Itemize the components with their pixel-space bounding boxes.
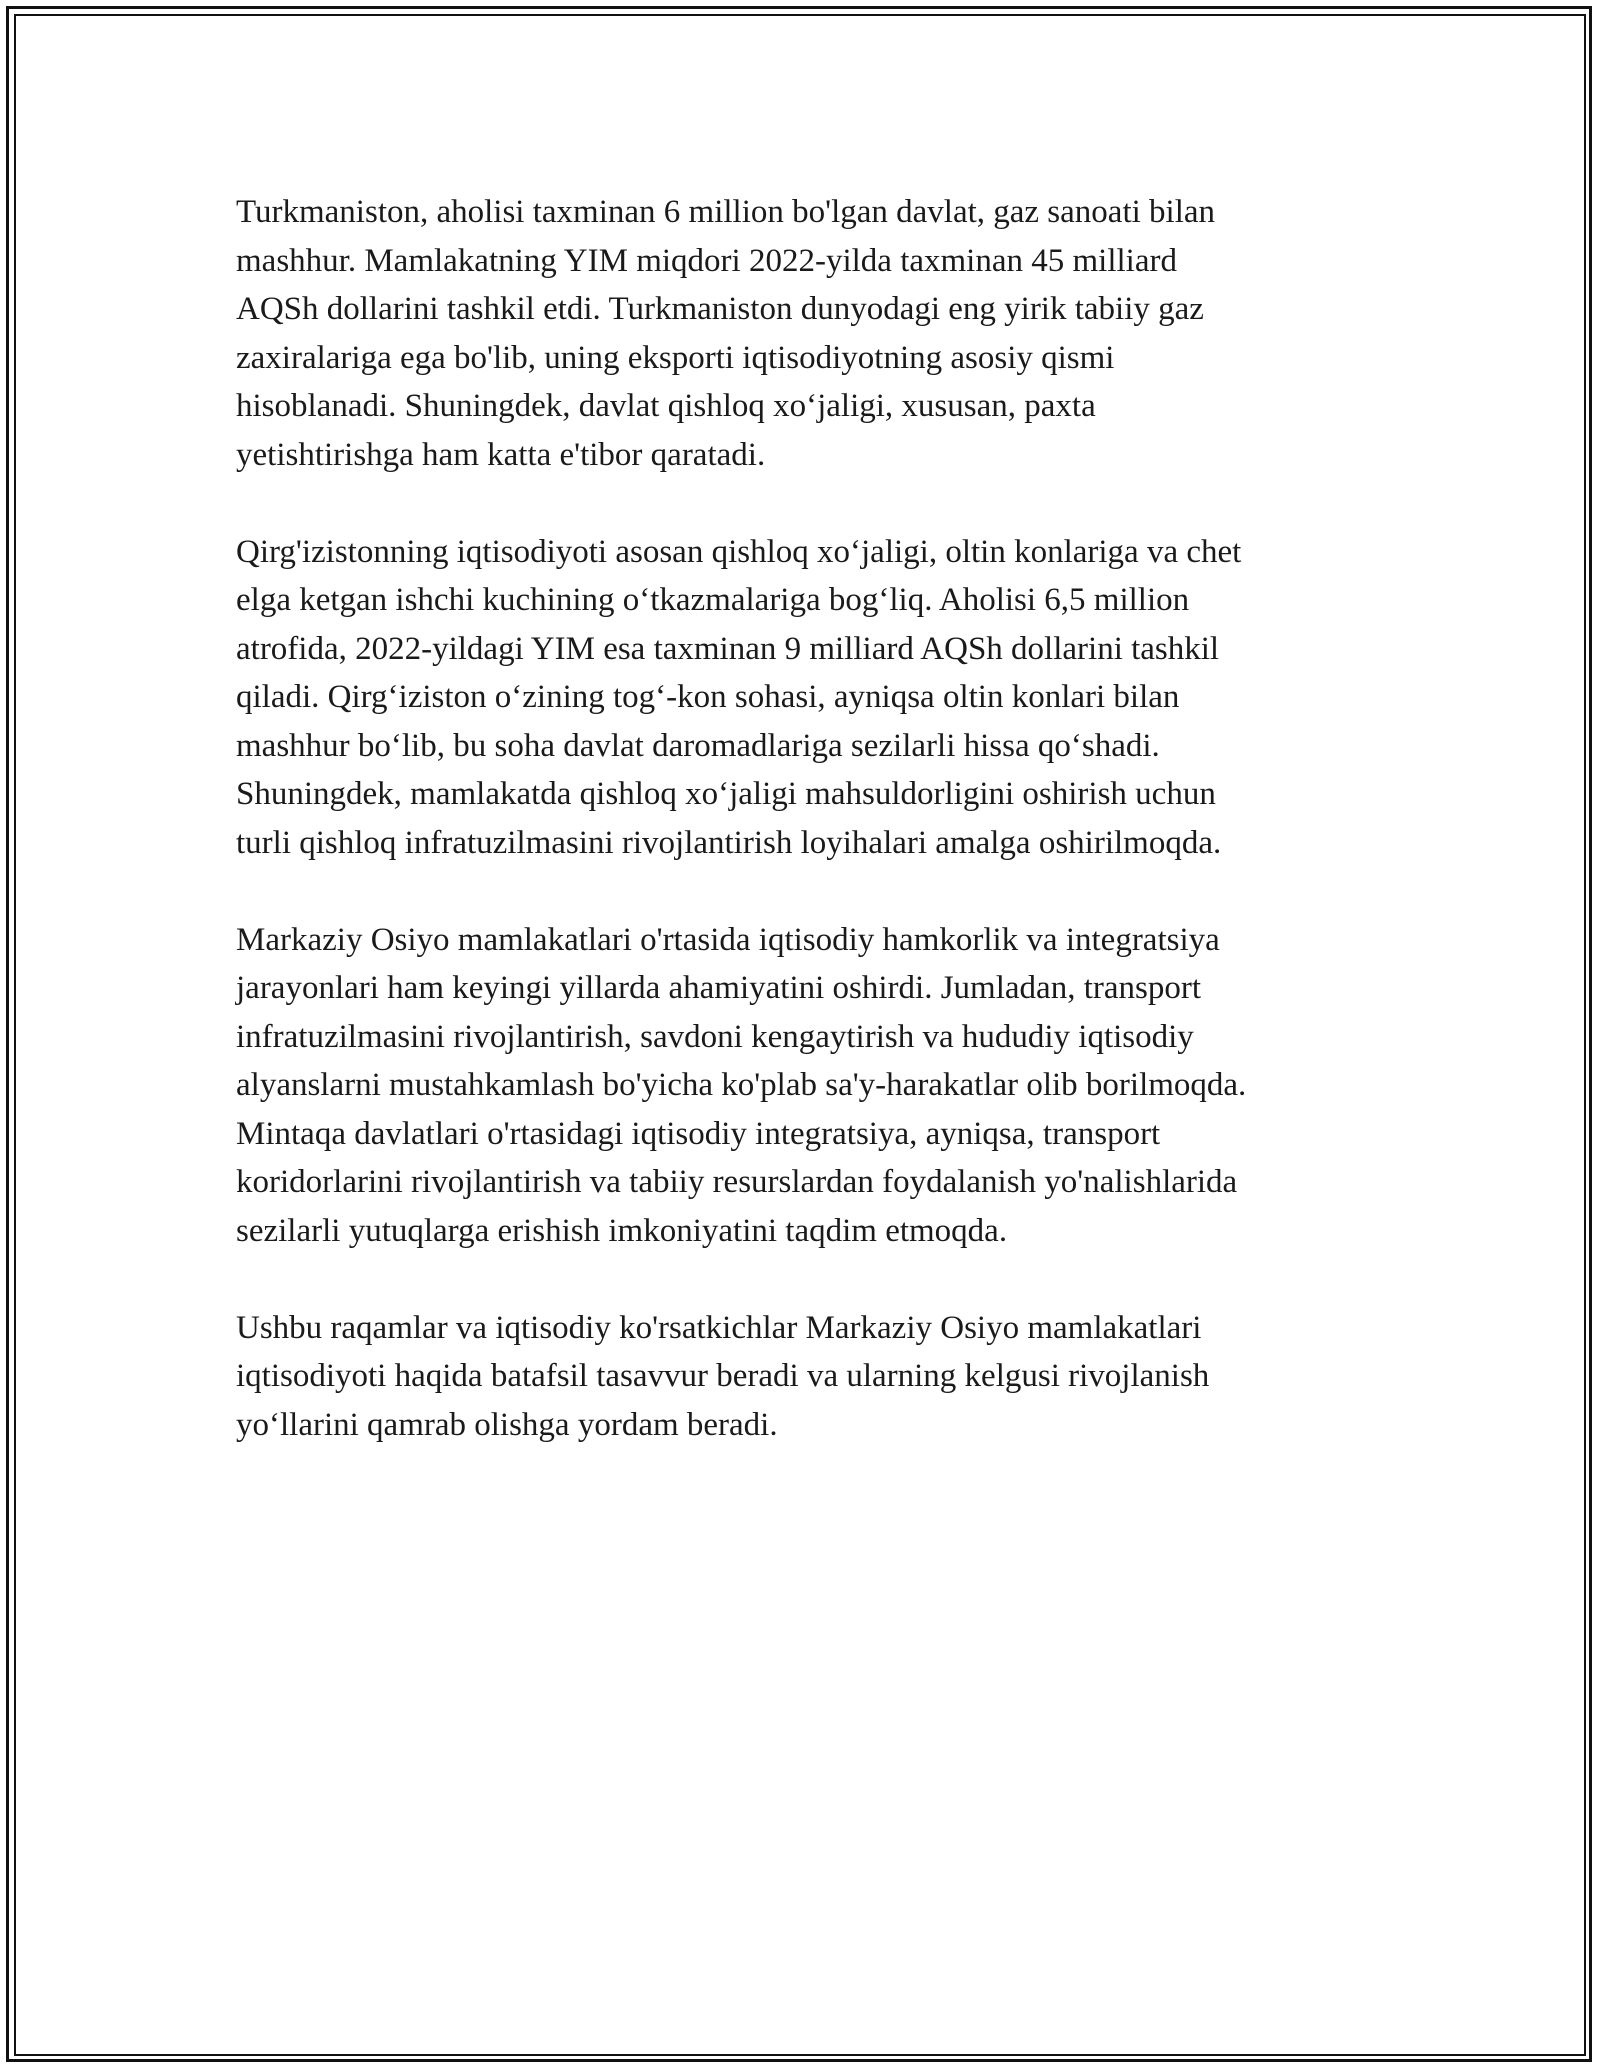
paragraph-conclusion bbox=[236, 1304, 1376, 1450]
text-line: zaxiralariga ega bo'lib, uning eksporti iqtisodiyotning asosiy qismi bbox=[236, 339, 1115, 376]
text-line: Ushbu raqamlar va iqtisodiy ko'rsatkichlar Markaziy Osiyo mamlakatlari bbox=[236, 1309, 1202, 1346]
text-line: jarayonlari ham keyingi yillarda ahamiyatini oshirdi. Jumladan, transport bbox=[236, 970, 1201, 1006]
paragraph-turkmenistan bbox=[236, 188, 1376, 479]
paragraph-kyrgyzstan bbox=[236, 528, 1376, 868]
text-line: yetishtirishga ham katta e'tibor qaratadi. bbox=[236, 436, 766, 473]
text-line: mashhur boʻlib, bu soha davlat daromadlariga sezilarli hissa qoʻshadi. bbox=[236, 727, 1160, 764]
text-line: AQSh dollarini tashkil etdi. Turkmaniston dunyodagi eng yirik tabiiy gaz bbox=[236, 291, 1204, 327]
text-line: Shuningdek, mamlakatda qishloq xoʻjaligi mahsuldorligini oshirish uchun bbox=[236, 776, 1216, 812]
text-line: Qirg'izistonning iqtisodiyoti asosan qishloq xoʻjaligi, oltin konlariga va chet bbox=[236, 533, 1242, 570]
text-line: elga ketgan ishchi kuchining oʻtkazmalariga bogʻliq. Aholisi 6,5 million bbox=[236, 582, 1190, 618]
text-line: Markaziy Osiyo mamlakatlari o'rtasida iqtisodiy hamkorlik va integratsiya bbox=[236, 921, 1220, 958]
text-line: Mintaqa davlatlari o'rtasidagi iqtisodiy integratsiya, ayniqsa, transport bbox=[236, 1115, 1161, 1152]
text-line: atrofida, 2022-yildagi YIM esa taxminan 9 milliard AQSh dollarini tashkil bbox=[236, 630, 1220, 667]
text-line: hisoblanadi. Shuningdek, davlat qishloq xoʻjaligi, xususan, paxta bbox=[236, 388, 1096, 424]
text-line: koridorlarini rivojlantirish va tabiiy resurslardan foydalanish yo'nalishlarida bbox=[236, 1164, 1238, 1200]
text-line: mashhur. Mamlakatning YIM miqdori 2022-yilda taxminan 45 milliard bbox=[236, 242, 1177, 279]
paragraph-central-asia-integration bbox=[236, 916, 1376, 1256]
document-body bbox=[236, 188, 1376, 1498]
text-line: turli qishloq infratuzilmasini rivojlantirish loyihalari amalga oshirilmoqda. bbox=[236, 824, 1222, 861]
text-line: sezilarli yutuqlarga erishish imkoniyatini taqdim etmoqda. bbox=[236, 1212, 1008, 1249]
text-line: iqtisodiyoti haqida batafsil tasavvur beradi va ularning kelgusi rivojlanish bbox=[236, 1358, 1210, 1394]
text-line: yoʻllarini qamrab olishga yordam beradi. bbox=[236, 1406, 778, 1443]
text-line: infratuzilmasini rivojlantirish, savdoni kengaytirish va hududiy iqtisodiy bbox=[236, 1018, 1194, 1055]
text-line: alyanslarni mustahkamlash bo'yicha ko'plab sa'y-harakatlar olib borilmoqda. bbox=[236, 1067, 1247, 1103]
text-line: Turkmaniston, aholisi taxminan 6 million bo'lgan davlat, gaz sanoati bilan bbox=[236, 194, 1216, 230]
text-line: qiladi. Qirgʻiziston oʻzining togʻ-kon sohasi, ayniqsa oltin konlari bilan bbox=[236, 679, 1180, 715]
